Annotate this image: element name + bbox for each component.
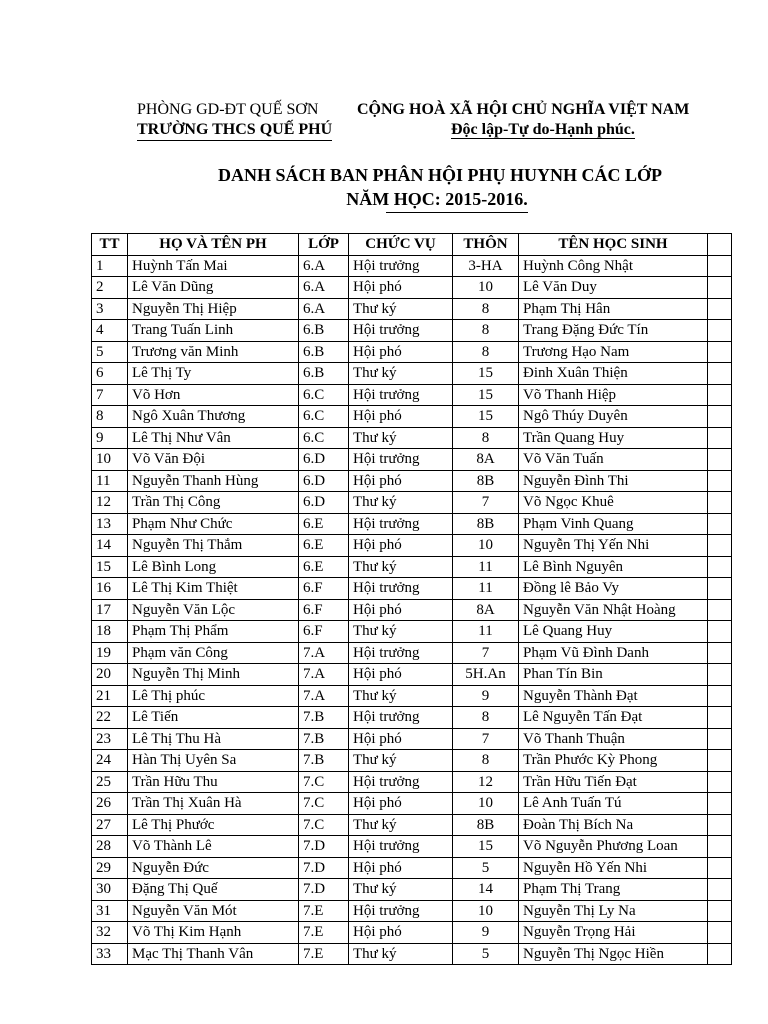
table-cell: 10: [92, 449, 128, 471]
table-row: [92, 578, 732, 600]
table-cell: 15: [453, 363, 519, 385]
column-header: THÔN: [453, 234, 519, 256]
table-cell: Trần Thị Xuân Hà: [128, 793, 299, 815]
table-cell: 15: [453, 836, 519, 858]
table-cell: Hội phó: [349, 341, 453, 363]
table-cell-empty: [708, 879, 732, 901]
table-cell: 33: [92, 943, 128, 965]
table-row: [92, 685, 732, 707]
table-cell: 22: [92, 707, 128, 729]
table-cell: 19: [92, 642, 128, 664]
table-cell: 6.B: [299, 341, 349, 363]
table-row: [92, 363, 732, 385]
column-header: TÊN HỌC SINH: [519, 234, 708, 256]
table-cell: 15: [92, 556, 128, 578]
table-cell: 14: [453, 879, 519, 901]
table-cell: Võ Thị Kim Hạnh: [128, 922, 299, 944]
table-cell: 21: [92, 685, 128, 707]
table-cell: Lê Thị Như Vân: [128, 427, 299, 449]
table-row: [92, 341, 732, 363]
table-header-row: [92, 234, 732, 256]
school-name: TRƯỜNG THCS QUẾ PHÚ: [137, 120, 332, 141]
table-row: [92, 535, 732, 557]
table-cell: Trần Quang Huy: [519, 427, 708, 449]
table-cell-empty: [708, 814, 732, 836]
table-cell: 11: [453, 578, 519, 600]
table-cell-empty: [708, 320, 732, 342]
table-cell: 8: [453, 298, 519, 320]
column-header: TT: [92, 234, 128, 256]
table-cell: Lê Anh Tuấn Tú: [519, 793, 708, 815]
table-cell: 11: [453, 621, 519, 643]
table-cell-empty: [708, 406, 732, 428]
table-cell: 8: [453, 341, 519, 363]
table-cell: 7.A: [299, 642, 349, 664]
table-cell: Nguyễn Đức: [128, 857, 299, 879]
table-cell: Nguyễn Văn Mót: [128, 900, 299, 922]
table-row: [92, 664, 732, 686]
school-year: NĂM HỌC: 2015-2016.: [346, 189, 528, 209]
table-cell: Trần Hữu Thu: [128, 771, 299, 793]
table-cell: Hội phó: [349, 728, 453, 750]
table-cell: Hội phó: [349, 857, 453, 879]
table-cell: Phạm Như Chức: [128, 513, 299, 535]
table-cell-empty: [708, 943, 732, 965]
table-cell: Hội trưởng: [349, 578, 453, 600]
table-cell: Võ Thanh Hiệp: [519, 384, 708, 406]
table-row: [92, 793, 732, 815]
table-cell: 6.C: [299, 406, 349, 428]
table-cell: 26: [92, 793, 128, 815]
table-cell: 6.A: [299, 277, 349, 299]
table-cell-empty: [708, 255, 732, 277]
table-cell: 28: [92, 836, 128, 858]
table-cell-empty: [708, 857, 732, 879]
table-cell: 1: [92, 255, 128, 277]
school-header: [137, 100, 332, 141]
table-row: [92, 556, 732, 578]
table-cell: 5: [92, 341, 128, 363]
table-cell: 7.D: [299, 879, 349, 901]
table-cell-empty: [708, 642, 732, 664]
national-slogan: Độc lập-Tự do-Hạnh phúc.: [451, 121, 635, 138]
table-cell: 8B: [453, 470, 519, 492]
table-cell: Lê Văn Dũng: [128, 277, 299, 299]
table-cell: 12: [453, 771, 519, 793]
table-cell: 8A: [453, 599, 519, 621]
table-cell: Thư ký: [349, 879, 453, 901]
table-cell-empty: [708, 707, 732, 729]
table-cell: 7.C: [299, 771, 349, 793]
table-cell-empty: [708, 384, 732, 406]
table-cell: 6.D: [299, 449, 349, 471]
table-cell: Mạc Thị Thanh Vân: [128, 943, 299, 965]
department-name: PHÒNG GD-ĐT QUẾ SƠN: [137, 101, 319, 118]
table-cell: 7.E: [299, 943, 349, 965]
table-cell: Phạm Thị Phẩm: [128, 621, 299, 643]
table-cell: Hội trưởng: [349, 900, 453, 922]
table-cell: Võ Nguyễn Phương Loan: [519, 836, 708, 858]
table-cell: 6.F: [299, 578, 349, 600]
national-header: [357, 100, 689, 140]
table-cell-empty: [708, 277, 732, 299]
table-cell: Hội phó: [349, 793, 453, 815]
table-cell: Nguyễn Đình Thi: [519, 470, 708, 492]
table-cell: 29: [92, 857, 128, 879]
table-row: [92, 320, 732, 342]
table-row: [92, 255, 732, 277]
table-cell: Lê Thị Phước: [128, 814, 299, 836]
table-cell: 8B: [453, 513, 519, 535]
table-row: [92, 406, 732, 428]
table-row: [92, 621, 732, 643]
table-cell: 6.F: [299, 621, 349, 643]
table-cell: Đoàn Thị Bích Na: [519, 814, 708, 836]
table-cell: 6.A: [299, 255, 349, 277]
table-cell: Hội phó: [349, 664, 453, 686]
table-cell: 7.B: [299, 728, 349, 750]
table-row: [92, 750, 732, 772]
table-cell: Nguyễn Thị Thắm: [128, 535, 299, 557]
table-cell: 8: [453, 707, 519, 729]
table-cell: Ngô Xuân Thương: [128, 406, 299, 428]
table-cell-empty: [708, 900, 732, 922]
table-row: [92, 277, 732, 299]
table-cell-empty: [708, 922, 732, 944]
table-cell: Trần Hữu Tiến Đạt: [519, 771, 708, 793]
table-row: [92, 836, 732, 858]
table-cell: 5H.An: [453, 664, 519, 686]
table-cell-empty: [708, 685, 732, 707]
table-cell: Hội trưởng: [349, 449, 453, 471]
table-cell: Võ Hơn: [128, 384, 299, 406]
table-cell: 6.E: [299, 535, 349, 557]
table-row: [92, 857, 732, 879]
table-cell-empty: [708, 836, 732, 858]
table-cell: Hội trưởng: [349, 642, 453, 664]
table-cell: 9: [92, 427, 128, 449]
table-cell: Lê Bình Nguyên: [519, 556, 708, 578]
table-cell: Nguyễn Hồ Yến Nhi: [519, 857, 708, 879]
table-cell: 7.E: [299, 900, 349, 922]
table-cell: Phạm văn Công: [128, 642, 299, 664]
table-cell: Trương văn Minh: [128, 341, 299, 363]
table-cell-empty: [708, 578, 732, 600]
table-cell: 6.E: [299, 513, 349, 535]
table-cell: 7.C: [299, 814, 349, 836]
table-cell-empty: [708, 492, 732, 514]
table-cell: Thư ký: [349, 750, 453, 772]
table-cell: 7: [453, 642, 519, 664]
table-cell: 8: [453, 750, 519, 772]
table-cell: 8B: [453, 814, 519, 836]
table-cell-empty: [708, 771, 732, 793]
table-cell: Nguyễn Văn Lộc: [128, 599, 299, 621]
table-row: [92, 449, 732, 471]
table-cell-empty: [708, 363, 732, 385]
table-cell: 3-HA: [453, 255, 519, 277]
table-cell: 8: [453, 320, 519, 342]
table-cell: Nguyễn Thị Minh: [128, 664, 299, 686]
table-cell: 7.D: [299, 857, 349, 879]
table-row: [92, 814, 732, 836]
table-row: [92, 922, 732, 944]
table-cell: Nguyễn Văn Nhật Hoàng: [519, 599, 708, 621]
table-body: [92, 255, 732, 965]
table-cell: Lê Nguyễn Tấn Đạt: [519, 707, 708, 729]
table-cell: Phạm Thị Trang: [519, 879, 708, 901]
column-header: LỚP: [299, 234, 349, 256]
table-cell: 25: [92, 771, 128, 793]
table-cell-empty: [708, 513, 732, 535]
table-cell-empty: [708, 621, 732, 643]
table-cell: 9: [453, 685, 519, 707]
table-cell: Thư ký: [349, 427, 453, 449]
table-cell: Hội trưởng: [349, 320, 453, 342]
table-cell: 15: [453, 406, 519, 428]
table-cell: 8: [92, 406, 128, 428]
table-cell: 7: [92, 384, 128, 406]
table-cell: 18: [92, 621, 128, 643]
table-cell: 5: [453, 857, 519, 879]
table-row: [92, 728, 732, 750]
table-cell: Thư ký: [349, 492, 453, 514]
table-row: [92, 771, 732, 793]
table-cell: 7.A: [299, 664, 349, 686]
table-cell: Hội phó: [349, 406, 453, 428]
table-cell: Thư ký: [349, 685, 453, 707]
table-cell: 11: [92, 470, 128, 492]
table-cell: Hàn Thị Uyên Sa: [128, 750, 299, 772]
table-cell: Trần Phước Kỳ Phong: [519, 750, 708, 772]
table-cell: 6.C: [299, 384, 349, 406]
table-cell: Hội phó: [349, 535, 453, 557]
table-row: [92, 492, 732, 514]
table-cell: 13: [92, 513, 128, 535]
table-cell: Trần Thị Công: [128, 492, 299, 514]
column-header: HỌ VÀ TÊN PH: [128, 234, 299, 256]
national-motto: CỘNG HOÀ XÃ HỘI CHỦ NGHĨA VIỆT NAM: [357, 101, 690, 118]
table-cell: Hội phó: [349, 922, 453, 944]
table-cell: 6.D: [299, 492, 349, 514]
table-cell: Võ Văn Đội: [128, 449, 299, 471]
table-cell: 14: [92, 535, 128, 557]
table-cell: Nguyễn Thanh Hùng: [128, 470, 299, 492]
table-cell: 6.F: [299, 599, 349, 621]
table-cell: Nguyễn Thị Yến Nhi: [519, 535, 708, 557]
table-cell: Trang Đặng Đức Tín: [519, 320, 708, 342]
table-cell: Đinh Xuân Thiện: [519, 363, 708, 385]
table-cell: Hội trưởng: [349, 384, 453, 406]
table-cell: 12: [92, 492, 128, 514]
table-cell: 11: [453, 556, 519, 578]
table-cell: Nguyễn Thành Đạt: [519, 685, 708, 707]
parents-committee-table: [91, 233, 732, 965]
document-title: DANH SÁCH BAN PHÂN HỘI PHỤ HUYNH CÁC LỚP: [217, 165, 662, 185]
table-cell: Trang Tuấn Linh: [128, 320, 299, 342]
table-cell: 32: [92, 922, 128, 944]
table-cell: 15: [453, 384, 519, 406]
table-cell: 4: [92, 320, 128, 342]
table-cell: Trương Hạo Nam: [519, 341, 708, 363]
column-header: CHỨC VỤ: [349, 234, 453, 256]
table-cell-empty: [708, 556, 732, 578]
table-cell: Lê Bình Long: [128, 556, 299, 578]
table-cell: Hội trưởng: [349, 836, 453, 858]
table-cell-empty: [708, 599, 732, 621]
table-cell: Phạm Vũ Đình Danh: [519, 642, 708, 664]
table-cell: Võ Văn Tuấn: [519, 449, 708, 471]
table-cell: Nguyễn Thị Hiệp: [128, 298, 299, 320]
table-cell-empty: [708, 449, 732, 471]
table-row: [92, 513, 732, 535]
table-cell: Lê Tiến: [128, 707, 299, 729]
table-cell: 6: [92, 363, 128, 385]
table-cell: Thư ký: [349, 943, 453, 965]
column-header: [708, 234, 732, 256]
table-cell: 10: [453, 535, 519, 557]
table-cell-empty: [708, 664, 732, 686]
table-cell: 6.E: [299, 556, 349, 578]
table-cell: Thư ký: [349, 814, 453, 836]
table-cell: Thư ký: [349, 363, 453, 385]
table-cell: 7.D: [299, 836, 349, 858]
table-cell: 8: [453, 427, 519, 449]
table-cell: 2: [92, 277, 128, 299]
table-cell-empty: [708, 728, 732, 750]
table-cell: Võ Thanh Thuận: [519, 728, 708, 750]
table-row: [92, 879, 732, 901]
table-cell: 7: [453, 492, 519, 514]
table-cell: Hội phó: [349, 470, 453, 492]
table-cell: Huỳnh Công Nhật: [519, 255, 708, 277]
table-cell: 10: [453, 793, 519, 815]
table-row: [92, 298, 732, 320]
table-cell: Hội trưởng: [349, 771, 453, 793]
table-row: [92, 642, 732, 664]
table-cell: Lê Thị Ty: [128, 363, 299, 385]
table-cell: Hội phó: [349, 277, 453, 299]
table-cell: 24: [92, 750, 128, 772]
table-cell: Phạm Vinh Quang: [519, 513, 708, 535]
table-cell-empty: [708, 793, 732, 815]
table-cell-empty: [708, 535, 732, 557]
table-cell: 7.A: [299, 685, 349, 707]
table-cell: Nguyễn Trọng Hải: [519, 922, 708, 944]
table-cell: Lê Quang Huy: [519, 621, 708, 643]
table-cell: 6.D: [299, 470, 349, 492]
table-cell: 10: [453, 277, 519, 299]
table-cell: Huỳnh Tấn Mai: [128, 255, 299, 277]
table-cell: 9: [453, 922, 519, 944]
table-row: [92, 427, 732, 449]
table-cell: Hội trưởng: [349, 513, 453, 535]
table-cell-empty: [708, 427, 732, 449]
table-cell: 30: [92, 879, 128, 901]
table-cell: 16: [92, 578, 128, 600]
table-cell: Lê Văn Duy: [519, 277, 708, 299]
table-cell: 31: [92, 900, 128, 922]
table-cell: 6.B: [299, 320, 349, 342]
table-cell: 27: [92, 814, 128, 836]
table-cell: Ngô Thúy Duyên: [519, 406, 708, 428]
table-row: [92, 599, 732, 621]
table-cell: Lê Thị phúc: [128, 685, 299, 707]
table-cell: 7.B: [299, 750, 349, 772]
table-cell: Nguyễn Thị Ly Na: [519, 900, 708, 922]
table-cell-empty: [708, 470, 732, 492]
table-cell: 7.C: [299, 793, 349, 815]
table-cell: Phan Tín Bin: [519, 664, 708, 686]
table-cell: Phạm Thị Hân: [519, 298, 708, 320]
title-underline: [386, 212, 528, 213]
table-cell: 6.C: [299, 427, 349, 449]
table-cell: Đồng lê Bảo Vy: [519, 578, 708, 600]
table-row: [92, 943, 732, 965]
table-row: [92, 707, 732, 729]
table-cell: Thư ký: [349, 556, 453, 578]
table-cell: Hội trưởng: [349, 255, 453, 277]
table-cell: 23: [92, 728, 128, 750]
table-cell-empty: [708, 341, 732, 363]
table-row: [92, 900, 732, 922]
table-cell: Nguyễn Thị Ngọc Hiền: [519, 943, 708, 965]
table-cell: Thư ký: [349, 298, 453, 320]
table-cell: 5: [453, 943, 519, 965]
table-cell: 7.B: [299, 707, 349, 729]
table-cell-empty: [708, 750, 732, 772]
table-cell: 6.B: [299, 363, 349, 385]
table-cell: Hội phó: [349, 599, 453, 621]
table-cell: Võ Thành Lê: [128, 836, 299, 858]
table-cell-empty: [708, 298, 732, 320]
table-cell: Thư ký: [349, 621, 453, 643]
table-cell: Lê Thị Thu Hà: [128, 728, 299, 750]
table-cell: Đặng Thị Quế: [128, 879, 299, 901]
table-cell: Võ Ngọc Khuê: [519, 492, 708, 514]
table-row: [92, 384, 732, 406]
table-cell: 8A: [453, 449, 519, 471]
table-cell: 10: [453, 900, 519, 922]
table-cell: Lê Thị Kim Thiệt: [128, 578, 299, 600]
table-cell: 3: [92, 298, 128, 320]
table-cell: 7.E: [299, 922, 349, 944]
table-cell: 7: [453, 728, 519, 750]
table-row: [92, 470, 732, 492]
table-cell: 20: [92, 664, 128, 686]
table-cell: 6.A: [299, 298, 349, 320]
table-cell: Hội trưởng: [349, 707, 453, 729]
table-cell: 17: [92, 599, 128, 621]
